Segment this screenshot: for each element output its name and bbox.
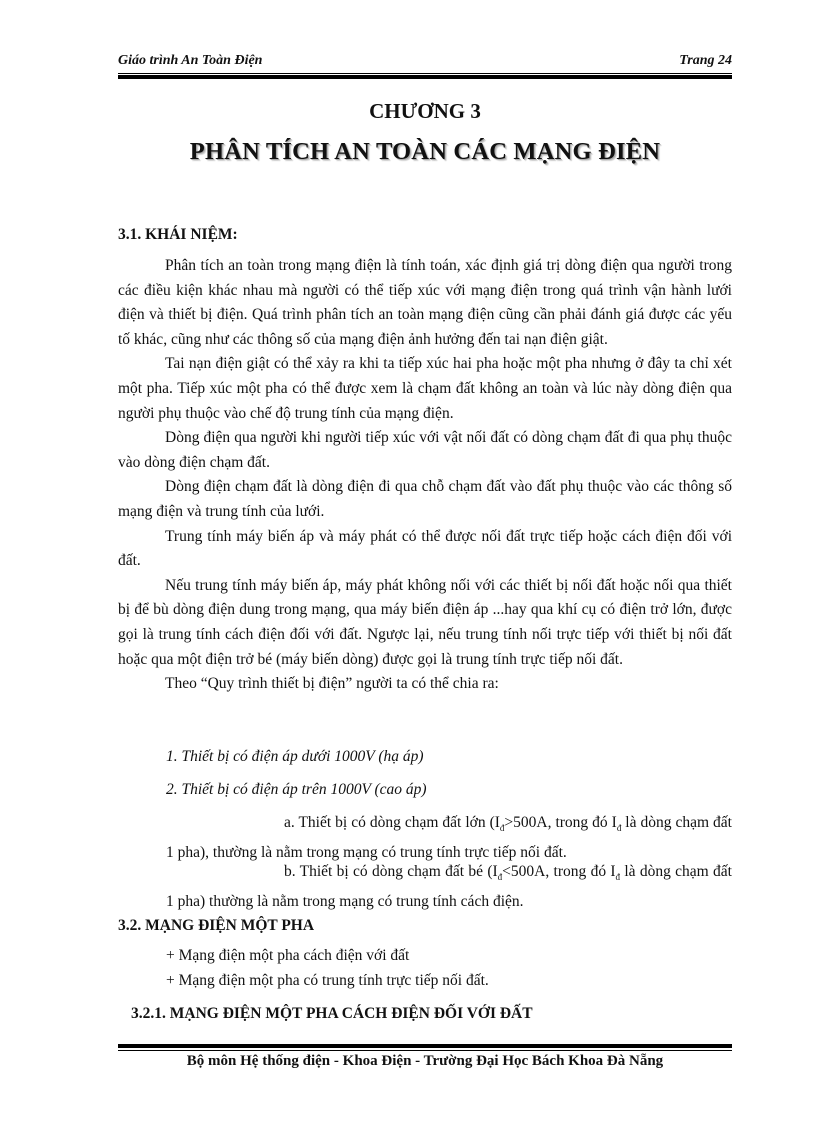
paragraph: Theo “Quy trình thiết bị điện” người ta có thể chia ra: <box>165 675 499 693</box>
sub-a-text-3: là dòng chạm đất 1 pha), thường là nằm trong mạng có trung tính trực tiếp nối đất. <box>166 814 732 861</box>
bullet-item: + Mạng điện một pha có trung tính trực tiếp nối đất. <box>166 972 489 989</box>
footer-rule-thin <box>118 1050 732 1051</box>
sub-b-subscript-2: đ <box>615 872 621 883</box>
sub-a-text-2: >500A, trong đó I <box>504 814 617 831</box>
bullet-item: + Mạng điện một pha cách điện với đất <box>166 947 410 964</box>
list-item-low-voltage: 1. Thiết bị có điện áp dưới 1000V (hạ áp) <box>166 748 424 765</box>
sub-item-b <box>166 860 732 914</box>
header-page-number: Trang 24 <box>679 53 732 68</box>
page-footer: Bộ môn Hệ thống điện - Khoa Điện - Trường Đại Học Bách Khoa Đà Nẵng <box>186 1053 664 1069</box>
sub-b-subscript-1: đ <box>497 872 503 883</box>
header-rule-thick <box>118 75 732 79</box>
footer-rule-thick <box>118 1044 732 1048</box>
header-book-title: Giáo trình An Toàn Điện <box>118 53 263 68</box>
header-rule-thin <box>118 73 732 74</box>
paragraph: Phân tích an toàn trong mạng điện là tính toán, xác định giá trị dòng điện qua người trong các điều kiện khác nhau mà người có thể tiếp xúc với mạng điện trong quá trình vận hành lưới điện và thiết bị điện. Quá trình phân tích an toàn mạng điện cũng cần phải đánh giá được các yếu tố khác, cũng như các thông số của mạng điện ảnh hưởng đến tai nạn điện giật. <box>118 257 732 348</box>
paragraph: Dòng điện chạm đất là dòng điện đi qua chỗ chạm đất vào đất phụ thuộc vào các thông số mạng điện và trung tính của lưới. <box>118 478 732 520</box>
section-heading-3-2: 3.2. MẠNG ĐIỆN MỘT PHA <box>118 917 315 934</box>
sub-b-text-2: <500A, trong đó I <box>502 863 616 880</box>
section-heading-3-1: 3.1. KHÁI NIỆM: <box>118 226 238 243</box>
paragraph: Trung tính máy biến áp và máy phát có thể được nối đất trực tiếp hoặc cách điện đối với đất. <box>118 527 732 570</box>
section-body <box>118 254 732 697</box>
paragraph: Nếu trung tính máy biến áp, máy phát không nối với các thiết bị nối đất hoặc nối qua thiết bị để bù dòng điện dung trong mạng, qua máy biến điện áp ...hay qua khí cụ có điện trở lớn, được gọi là trung tính cách điện đối với đất. Ngược lại, nếu trung tính nối trực tiếp với thiết bị nối đất hoặc qua một điện trở bé (máy biến dòng) được gọi là trung tính trực tiếp nối đất. <box>118 576 732 668</box>
paragraph: Tai nạn điện giật có thể xảy ra khi ta tiếp xúc hai pha hoặc một pha nhưng ở đây ta chỉ xét một pha. Tiếp xúc một pha có thể được xem là chạm đất không an toàn và lúc này dòng điện qua người phụ thuộc vào chế độ trung tính của mạng điện. <box>118 355 732 422</box>
chapter-title: PHÂN TÍCH AN TOÀN CÁC MẠNG ĐIỆN <box>189 138 661 165</box>
sub-a-subscript-1: đ <box>499 823 505 834</box>
sub-item-a <box>166 811 732 865</box>
page-header <box>118 51 732 71</box>
sub-b-text-1: b. Thiết bị có dòng chạm đất bé (I <box>284 863 498 880</box>
subsection-heading-3-2-1: 3.2.1. MẠNG ĐIỆN MỘT PHA CÁCH ĐIỆN ĐỐI VỚI ĐẤT <box>131 1005 533 1022</box>
chapter-label: CHƯƠNG 3 <box>369 99 481 123</box>
list-item-high-voltage: 2. Thiết bị có điện áp trên 1000V (cao áp) <box>166 781 427 798</box>
sub-b-text-3: là dòng chạm đất 1 pha) thường là nằm trong mạng có trung tính cách điện. <box>166 863 732 910</box>
sub-a-text-1: a. Thiết bị có dòng chạm đất lớn (I <box>284 814 500 831</box>
paragraph: Dòng điện qua người khi người tiếp xúc với vật nối đất có dòng chạm đất đi qua phụ thuộc vào dòng điện chạm đất. <box>118 429 732 471</box>
sub-a-subscript-2: đ <box>616 823 622 834</box>
